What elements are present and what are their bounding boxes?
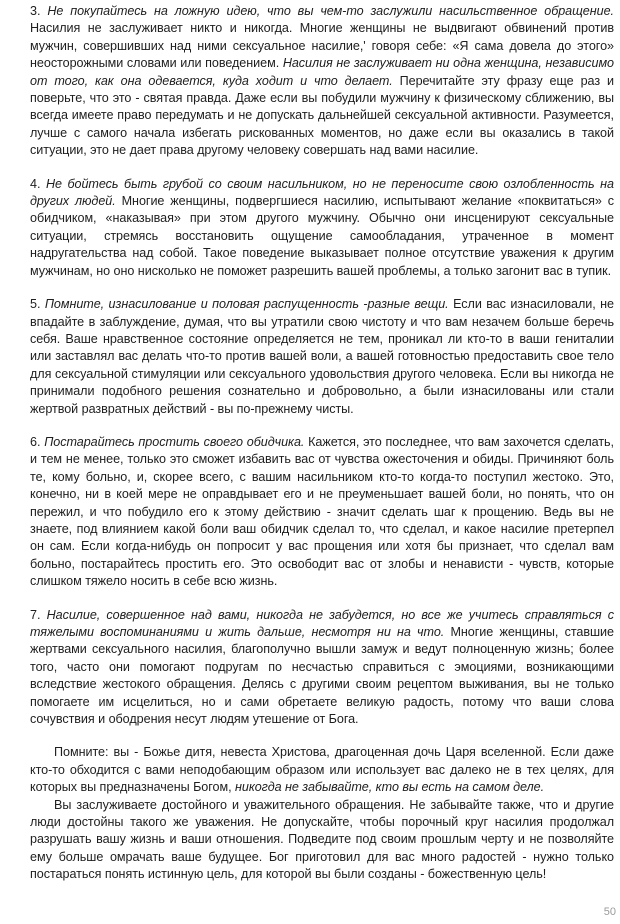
- paragraph-3: [30, 3, 614, 160]
- paragraph-text: Кажется, это последнее, что вам захочется сделать, и тем не менее, только это сможет избавить вас от чувства ожесточения и обиды. Причиняют боль те, кому больно, и, скорее всего, с вашим насильником кто-то когда-то поступил жестоко. Это, конечно, ни в коей мере не оправдывает его и не преуменьшает вашей боли, но понять, что он пережил, и что побудило его к этому действию - значит сделать шаг к прощению. Ведь вы не знаете, под влиянием какой боли ваш обидчик сделал то, что сделал, и какое насилие претерпел он сам. Если когда-нибудь он попросит у вас прощения или хотя бы признает, что сделал вам больно, постарайтесь простить его. Это освободит вас от злобы и ненависти - чувств, которые слишком тяжело носить в себе всю жизнь.: [30, 434, 614, 589]
- closing-paragraph-1: [30, 744, 614, 796]
- item-number: 3.: [30, 4, 41, 18]
- italic-lead: Постарайтесь простить своего обидчика.: [44, 434, 305, 449]
- paragraph-text: Если вас изнасиловали, не впадайте в заблуждение, думая, что вы утратили свою чистоту и что вам незачем больше беречь себя. Ваше нравственное состояние определяется не тем, проникал ли кто-то в ваши гениталии или заставлял вас делать что-то против вашей воли, а вашей готовностью предоставить свое тело для сексуальной стимуляции или сексуального удовольствия другого человека. Если вы никогда не принимали подобного решения сознательно и добровольно, а были изнасилованы или стали жертвой развратных действий - вы по-прежнему чисты.: [30, 297, 615, 416]
- italic-emphasis: Насилия не заслуживает ни одна женщина, независимо от того, как она одевается, куда ходит и что делает.: [30, 56, 614, 88]
- paragraph-text: Перечитайте эту фразу еще раз и поверьте, что это - святая правда. Даже если вы побудили мужчину к физическому сближению, вы всегда имеете право передумать и не допускать дальнейшей сексуальной активности. Разумеется, лучше с самого начала избегать рискованных моментов, но даже если вы оказались в такой ситуации, это не дает права другому человеку совершать над вами насилие.: [30, 73, 614, 158]
- paragraph-7: [30, 607, 614, 729]
- item-number: 6.: [30, 434, 41, 449]
- paragraph-4: [30, 176, 614, 280]
- paragraph-text: Помните: вы - Божье дитя, невеста Христова, драгоценная дочь Царя вселенной. Если даже кто-то обходится с вами неподобающим образом или использует вас далеко не в тех целях, для которых вы предназначены Богом,: [30, 745, 614, 795]
- paragraph-6: [30, 434, 614, 591]
- item-number: 4.: [30, 176, 41, 191]
- paragraph-text: Насилия не заслуживает никто и никогда. Многие женщины не выдвигают обвинений против мужчин, совершивших над ними сексуальное насилие,' говоря себе: «Я сама довела до этого» неосторожными словами или поведением.: [30, 21, 614, 71]
- paragraph-text: Многие женщины, подвергшиеся насилию, испытывают желание «поквитаться» с обидчиком, «наказывая» при этом другого мужчину. Обычно они инсценируют сексуальные ситуации, стремясь восстановить ощущение самообладания, утраченное в момент надругательства над собой. Такое поведение выказывает полное отсутствие уважения к другим мужчинам, но оно нисколько не поможет разрешить вашей проблемы, а только загонит вас в тупик.: [30, 194, 614, 278]
- closing-paragraph-2: [30, 797, 614, 884]
- italic-emphasis: никогда не забывайте, кто вы есть на самом деле.: [235, 780, 545, 795]
- item-number: 5.: [30, 297, 41, 312]
- paragraph-text: Многие женщины, ставшие жертвами сексуального насилия, благополучно вышли замуж и ведут полноценную жизнь; более того, часто они помогают подругам по несчастью справиться с эмоциями, возникающими вследствие жестокого обращения. Делясь с другими своим рецептом выживания, вы не только помогаете им исцелиться, но и сами обретаете великую радость, потому что ваши слова сочувствия и ободрения несут людям утешение от Бога.: [30, 625, 614, 727]
- paragraph-5: [30, 296, 614, 418]
- italic-lead: Насилие, совершенное над вами, никогда не забудется, но все же учитесь справляться с тяжелыми воспоминаниями и жить дальше, несмотря ни на что.: [30, 607, 614, 639]
- italic-lead: Не бойтесь быть грубой со своим насильником, но не переносите свою озлобленность на других людей.: [30, 176, 614, 209]
- italic-lead: Не покупайтесь на ложную идею, что вы чем-то заслужили насильственное обращение.: [47, 4, 614, 18]
- page-number: 50: [603, 906, 616, 918]
- italic-lead: Помните, изнасилование и половая распущенность -разные вещи.: [44, 297, 449, 312]
- paragraph-text: Вы заслуживаете достойного и уважительного обращения. Не забывайте также, что и другие люди достойны такого же уважения. Не допускайте, чтобы порочный круг насилия продолжал разрушать вашу жизнь и ваши отношения. Подведите под своим прошлым черту и не позволяйте ему больше омрачать ваше будущее. Бог приготовил для вас много радостей - нужно только постараться понять истинную цель, для которой вы были созданы - божественную цель!: [30, 797, 614, 882]
- item-number: 7.: [30, 607, 41, 622]
- document-page: [30, 3, 614, 884]
